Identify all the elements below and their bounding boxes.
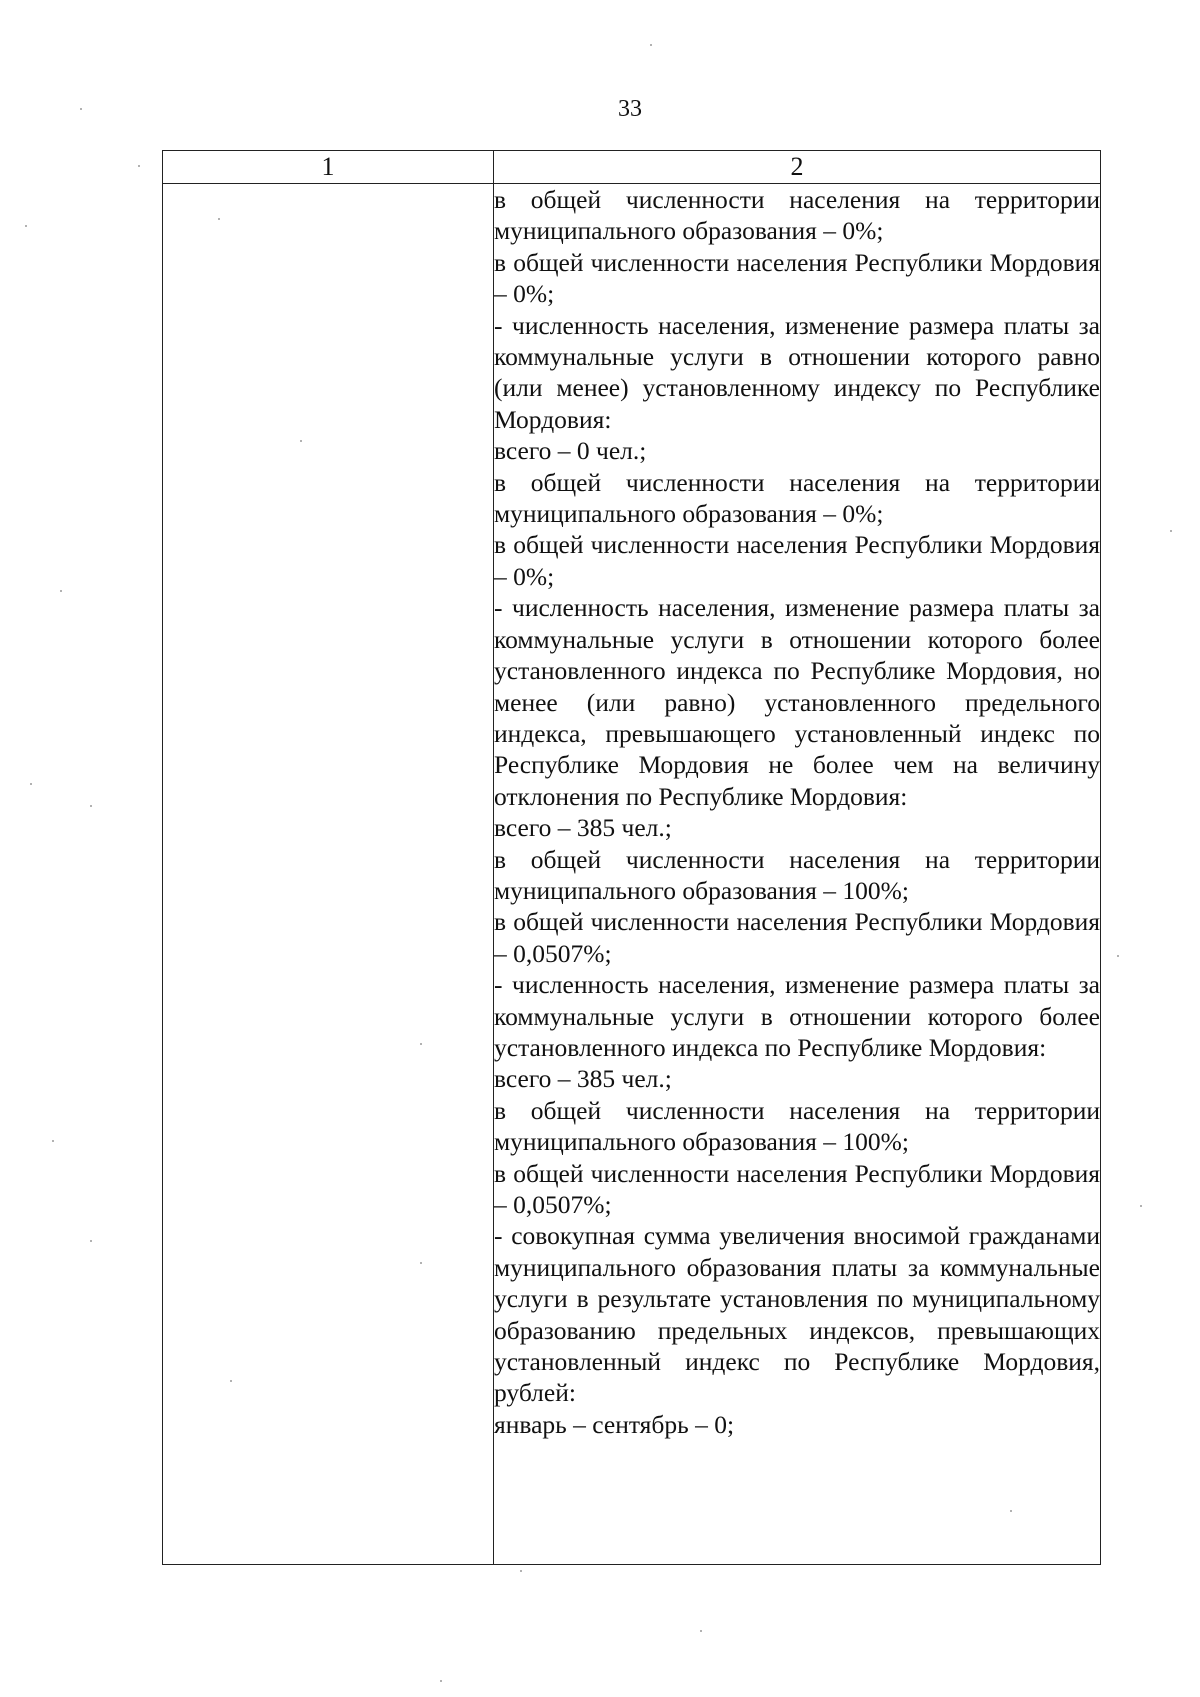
table-cell-left [163,184,494,1565]
column-header-1: 1 [163,151,494,184]
paragraph: в общей численности населения Республики Мордовия – 0%; [494,530,1100,591]
paragraph: в общей численности населения на территории муниципального образования – 100%; [494,1095,1100,1157]
scan-speck [1170,530,1172,532]
scan-speck [1117,955,1119,957]
paragraph: всего – 385 чел.; [494,1064,672,1094]
scan-speck [138,165,140,167]
page-number: 33 [618,96,642,122]
column-header-2: 2 [494,151,1101,184]
paragraph: в общей численности населения на территории муниципального образования – 0%; [494,185,1100,246]
paragraph: - численность населения, изменение размера платы за коммунальные услуги в отношении которого более установленного индекса по Республике Мордовия, но менее (или равно) установленного предельного индекса, превышающего установленный индекс по Республике Мордовия не более чем на величину отклонения по Республике Мордовия: [494,593,1100,811]
document-table [162,150,1101,1565]
paragraph: - численность населения, изменение размера платы за коммунальные услуги в отношении которого равно (или менее) установленному индексу по Республике Мордовия: [494,310,1100,434]
paragraph: в общей численности населения на территории муниципального образования – 0%; [494,467,1100,529]
scan-speck [650,44,652,46]
table-header-row [163,151,1101,184]
paragraph: в общей численности населения Республики Мордовия – 0,0507%; [494,907,1100,968]
scan-speck [218,218,220,220]
scan-speck [420,1043,422,1045]
paragraph: всего – 0 чел.; [494,436,647,466]
paragraph: всего – 385 чел.; [494,813,672,843]
paragraph: в общей численности населения Республики Мордовия – 0,0507%; [494,1158,1100,1219]
scan-speck [60,590,62,592]
paragraph: январь – сентябрь – 0; [494,1409,735,1439]
scan-speck [300,440,302,442]
scan-speck [25,225,27,227]
scan-speck [90,1240,92,1242]
scan-speck [230,1380,232,1382]
scan-speck [90,805,92,807]
scan-speck [80,108,82,110]
scan-speck [440,1680,442,1682]
table-row [163,184,1101,1565]
scan-speck [1010,1510,1012,1512]
scan-speck [420,1262,422,1264]
paragraph: в общей численности населения Республики Мордовия – 0%; [494,247,1100,309]
scan-speck [52,1140,54,1142]
scan-speck [520,1570,522,1572]
scan-speck [700,1630,702,1632]
paragraph: в общей численности населения на территории муниципального образования – 100%; [494,844,1100,905]
paragraph: - численность населения, изменение размера платы за коммунальные услуги в отношении которого более установленного индекса по Республике Мордовия: [494,970,1100,1062]
scan-speck [30,783,32,785]
paragraph: - совокупная сумма увеличения вносимой гражданами муниципального образования платы за коммунальные услуги в результате установления по муниципальному образованию предельных индексов, превышающих установленный индекс по Республике Мордовия, рублей: [494,1221,1100,1408]
table-cell-text [494,184,1101,1565]
scan-speck [1140,1205,1142,1207]
